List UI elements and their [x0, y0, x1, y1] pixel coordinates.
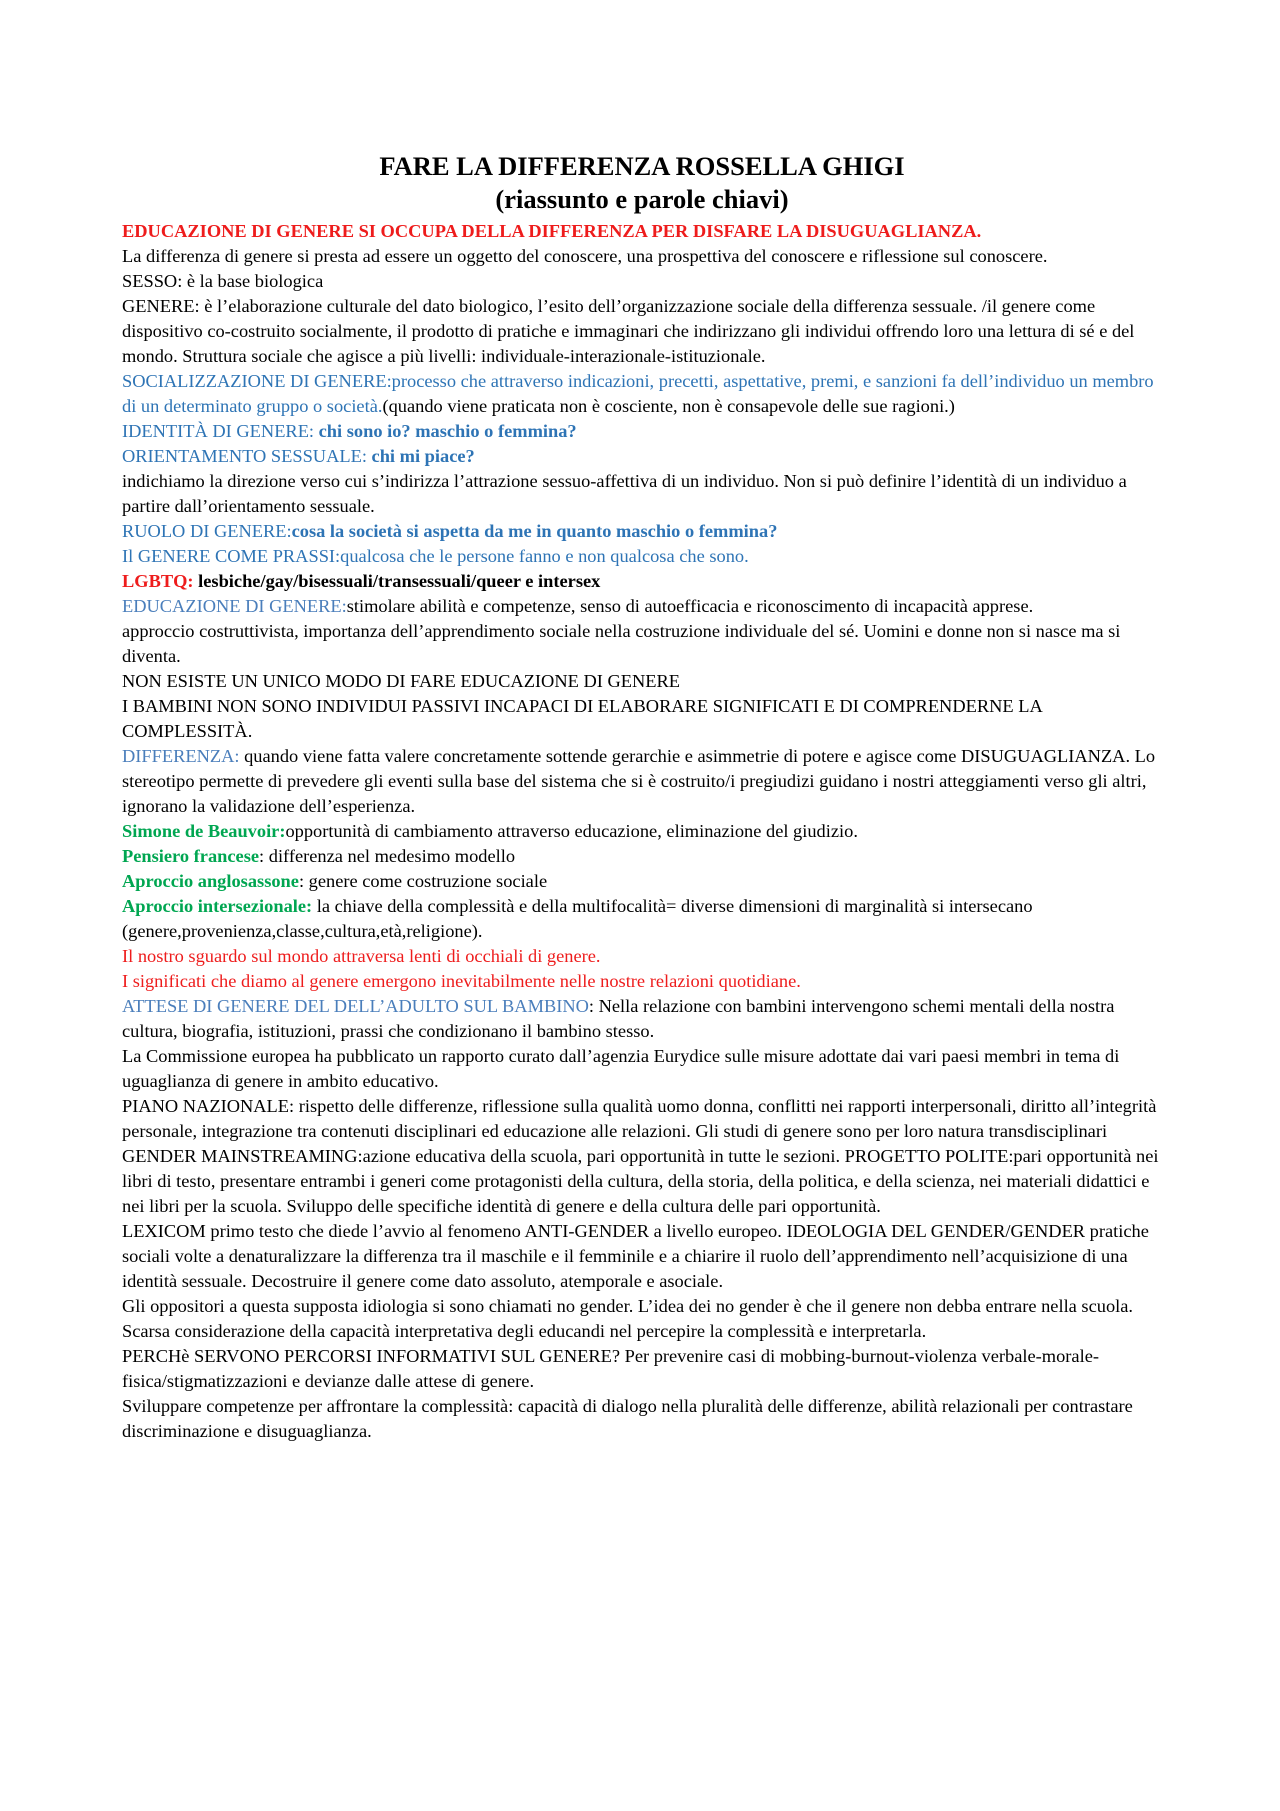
socializzazione-label: SOCIALIZZAZIONE DI GENERE:processo che attraverso indicazioni, precetti, aspettative, premi, e sanzioni fa dell’individuo un membro di un determinato gruppo o società. — [122, 371, 1154, 416]
beauvoir-text: opportunità di cambiamento attraverso educazione, eliminazione del giudizio. — [285, 821, 858, 841]
socializzazione-text: (quando viene praticata non è cosciente, non è consapevole delle sue ragioni.) — [382, 396, 955, 416]
attese-label: ATTESE DI GENERE DEL DELL’ADULTO SUL BAMBINO — [122, 996, 589, 1016]
ruolo-label: RUOLO DI GENERE: — [122, 521, 292, 541]
ruolo-paragraph — [122, 519, 1162, 544]
differenza-label: DIFFERENZA: — [122, 746, 240, 766]
identita-paragraph — [122, 419, 1162, 444]
identita-label: IDENTITÀ DI GENERE: — [122, 421, 319, 441]
document-subtitle: (riassunto e parole chiavi) — [495, 184, 789, 214]
educazione-text: stimolare abilità e competenze, senso di autoefficacia e riconoscimento di incapacità apprese. — [346, 596, 1034, 616]
differenza-paragraph — [122, 744, 1162, 819]
attese-paragraph — [122, 994, 1162, 1044]
intersezionale-paragraph — [122, 894, 1162, 944]
anglosassone-label: Aproccio anglosassone — [122, 871, 299, 891]
identita-question: chi sono io? maschio o femmina? — [318, 421, 577, 441]
document-page — [122, 150, 1162, 1444]
attese-text: : Nella relazione con bambini intervengono schemi mentali della nostra cultura, biografia, istituzioni, prassi che condizionano il bambino stesso. — [122, 996, 1115, 1041]
sguardo-line: Il nostro sguardo sul mondo attraversa lenti di occhiali di genere. — [122, 946, 601, 966]
intersezionale-label: Aproccio intersezionale: — [122, 896, 313, 916]
bambini-paragraph: I BAMBINI NON SONO INDIVIDUI PASSIVI INCAPACI DI ELABORARE SIGNIFICATI E DI COMPRENDERNE LA COMPLESSITÀ. — [122, 696, 1042, 741]
ruolo-question: cosa la società si aspetta da me in quanto maschio o femmina? — [291, 521, 778, 541]
francese-text: : differenza nel medesimo modello — [259, 846, 516, 866]
significati-line: I significati che diamo al genere emergono inevitabilmente nelle nostre relazioni quotidiane. — [122, 971, 801, 991]
non-esiste-paragraph: NON ESISTE UN UNICO MODO DI FARE EDUCAZIONE DI GENERE — [122, 671, 680, 691]
genere-paragraph: GENERE: è l’elaborazione culturale del dato biologico, l’esito dell’organizzazione sociale della differenza sessuale. /il genere come dispositivo co-costruito socialmente, il prodotto di pratiche e immaginari che indirizzano gli individui offrendo loro una lettura di sé e del mondo. Struttura sociale che agisce a più livelli: individuale-interazionale-istituzionale. — [122, 296, 1135, 366]
gender-mainstreaming-paragraph: GENDER MAINSTREAMING:azione educativa della scuola, pari opportunità in tutte le sezioni. PROGETTO POLITE:pari opportunità nei libri di testo, presentare entrambi i generi come protagonisti della cultura, della storia, della politica, e della scienza, nei materiali didattici e nei libri per la scuola. Sviluppo delle specifiche identità di genere e della cultura delle pari opportunità. — [122, 1146, 1159, 1216]
document-title: FARE LA DIFFERENZA ROSSELLA GHIGI — [379, 151, 905, 181]
beauvoir-paragraph — [122, 819, 1162, 844]
orientamento-label: ORIENTAMENTO SESSUALE: — [122, 446, 372, 466]
headline: EDUCAZIONE DI GENERE SI OCCUPA DELLA DIFFERENZA PER DISFARE LA DISUGUAGLIANZA. — [122, 221, 982, 241]
intersezionale-text: la chiave della complessità e della multifocalità= diverse dimensioni di marginalità si intersecano (genere,provenienza,classe,cultura,età,religione). — [122, 896, 1033, 941]
orientamento-text: indichiamo la direzione verso cui s’indirizza l’attrazione sessuo-affettiva di un individuo. Non si può definire l’identità di un individuo a partire dall’orientamento sessuale. — [122, 471, 1127, 516]
anglosassone-text: : genere come costruzione sociale — [298, 871, 548, 891]
approccio-paragraph: approccio costruttivista, importanza dell’apprendimento sociale nella costruzione individuale del sé. Uomini e donne non si nasce ma si diventa. — [122, 621, 1121, 666]
beauvoir-label: Simone de Beauvoir: — [122, 821, 286, 841]
orientamento-question: chi mi piace? — [371, 446, 475, 466]
anglosassone-paragraph — [122, 869, 1162, 894]
socializzazione-paragraph — [122, 369, 1162, 419]
intro-paragraph: La differenza di genere si presta ad essere un oggetto del conoscere, una prospettiva del conoscere e riflessione sul conoscere. — [122, 246, 1048, 266]
differenza-text: quando viene fatta valere concretamente sottende gerarchie e asimmetrie di potere e agisce come DISUGUAGLIANZA. Lo stereotipo permette di prevedere gli eventi sulla base del sistema che si è costruito/i pregiudizi guidano i nostri atteggiamenti verso gli altri, ignorano la validazione dell’esperienza. — [122, 746, 1156, 816]
piano-nazionale-paragraph: PIANO NAZIONALE: rispetto delle differenze, riflessione sulla qualità uomo donna, conflitti nei rapporti interpersonali, diritto all’integrità personale, integrazione tra contenuti disciplinari ed educazione alle relazioni. Gli studi di genere sono per loro natura transdisciplinari — [122, 1096, 1157, 1141]
lgbtq-text: lesbiche/gay/bisessuali/transessuali/queer e intersex — [198, 571, 601, 591]
orientamento-paragraph — [122, 444, 1162, 469]
educazione-label: EDUCAZIONE DI GENERE: — [122, 596, 347, 616]
lgbtq-label: LGBTQ: — [122, 571, 199, 591]
sviluppare-paragraph: Sviluppare competenze per affrontare la complessità: capacità di dialogo nella pluralità delle differenze, abilità relazionali per contrastare discriminazione e disuguaglianza. — [122, 1396, 1133, 1441]
oppositori-paragraph: Gli oppositori a questa supposta idiologia si sono chiamati no gender. L’idea dei no gender è che il genere non debba entrare nella scuola. Scarsa considerazione della capacità interpretativa degli educandi nel percepire la complessità e interpretarla. — [122, 1296, 1134, 1341]
lgbtq-paragraph — [122, 569, 1162, 594]
francese-label: Pensiero francese — [122, 846, 260, 866]
commissione-paragraph: La Commissione europea ha pubblicato un rapporto curato dall’agenzia Eurydice sulle misure adottate dai vari paesi membri in tema di uguaglianza di genere in ambito educativo. — [122, 1046, 1120, 1091]
educazione-paragraph — [122, 594, 1162, 619]
perche-paragraph: PERCHè SERVONO PERCORSI INFORMATIVI SUL GENERE? Per prevenire casi di mobbing-burnout-violenza verbale-morale-fisica/stigmatizzazioni e devianze dalle attese di genere. — [122, 1346, 1099, 1391]
sesso-paragraph: SESSO: è la base biologica — [122, 271, 324, 291]
francese-paragraph — [122, 844, 1162, 869]
lexicom-paragraph: LEXICOM primo testo che diede l’avvio al fenomeno ANTI-GENDER a livello europeo. IDEOLOGIA DEL GENDER/GENDER pratiche sociali volte a denaturalizzare la differenza tra il maschile e il femminile e a chiarire il ruolo dell’apprendimento nell’acquisizione di una identità sessuale. Decostruire il genere come dato assoluto, atemporale e asociale. — [122, 1221, 1149, 1291]
prassi-paragraph: Il GENERE COME PRASSI:qualcosa che le persone fanno e non qualcosa che sono. — [122, 546, 749, 566]
